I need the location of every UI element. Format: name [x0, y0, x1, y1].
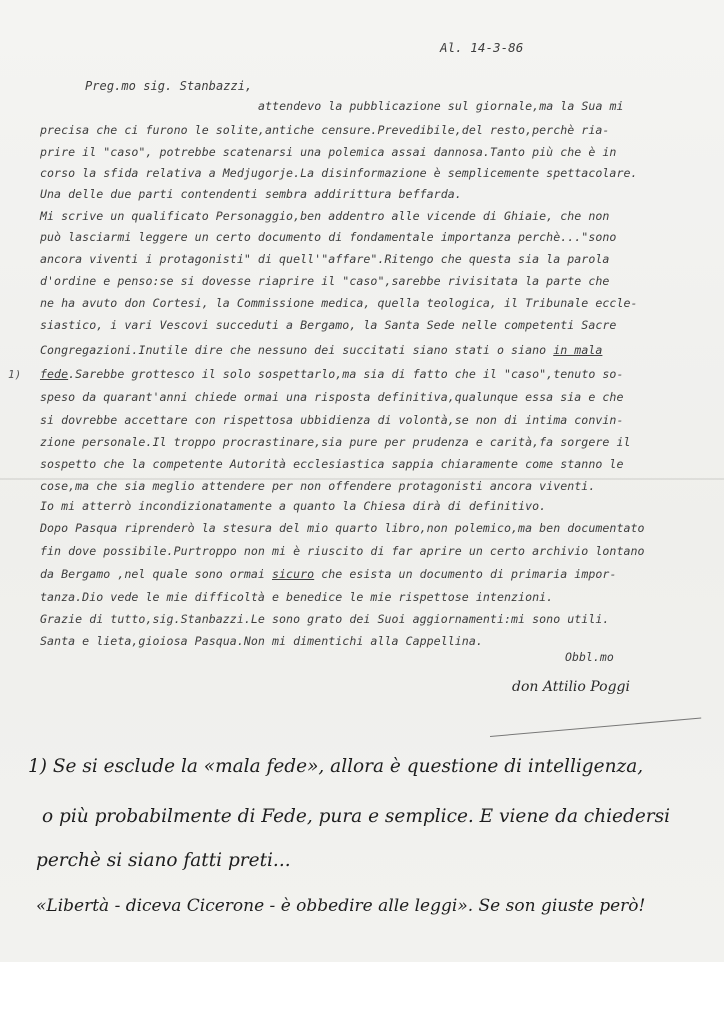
letter-line: ne ha avuto don Cortesi, la Commissione medica, quella teologica, il Tribunale eccle- — [40, 296, 638, 310]
letter-line: zione personale.Il troppo procrastinare,sia pure per prudenza e carità,fa sorgere il — [40, 435, 631, 449]
letter-line: si dovrebbe accettare con rispettosa ubbidienza di volontà,se non di intima convin- — [40, 413, 624, 427]
letter-line: d'ordine e penso:se si dovesse riaprire il "caso",sarebbe rivisitata la parte che — [40, 274, 610, 288]
handwritten-note-line: o più probabilmente di Fede, pura e semplice. E viene da chiedersi — [42, 806, 671, 827]
handwritten-note-line: 1) Se si esclude la «mala fede», allora è questione di intelligenza, — [28, 756, 644, 777]
letter-line: fin dove possibile.Purtroppo non mi è riuscito di far aprire un certo archivio lontano — [40, 544, 645, 558]
letter-line: precisa che ci furono le solite,antiche censure.Prevedibile,del resto,perchè ria- — [40, 123, 610, 137]
letter-line: tanza.Dio vede le mie difficoltà e benedice le mie rispettose intenzioni. — [40, 590, 554, 604]
letter-line: attendevo la pubblicazione sul giornale,ma la Sua mi — [258, 99, 624, 113]
letter-line: fede.Sarebbe grottesco il solo sospettarlo,ma sia di fatto che il "caso",tenuto so- — [40, 367, 624, 381]
letter-salutation: Preg.mo sig. Stanbazzi, — [85, 79, 253, 93]
letter-line: cose,ma che sia meglio attendere per non offendere protagonisti ancora viventi. — [40, 479, 596, 493]
letter-line: Io mi atterrò incondizionatamente a quanto la Chiesa dirà di definitivo. — [40, 499, 547, 513]
signature: don Attilio Poggi — [512, 679, 630, 695]
letter-closing: Obbl.mo — [565, 650, 614, 664]
handwritten-note-line: «Libertà - diceva Cicerone - è obbedire alle leggi». Se son giuste però! — [36, 896, 646, 916]
letter-line: Una delle due parti contendenti sembra addirittura beffarda. — [40, 187, 462, 201]
letter-line: Grazie di tutto,sig.Stanbazzi.Le sono grato dei Suoi aggiornamenti:mi sono utili. — [40, 612, 610, 626]
letter-date: Al. 14-3-86 — [440, 40, 524, 55]
letter-line: speso da quarant'anni chiede ormai una risposta definitiva,qualunque essa sia e che — [40, 390, 624, 404]
letter-line: da Bergamo ,nel quale sono ormai sicuro che esista un documento di primaria impor- — [40, 567, 617, 581]
signature-underline — [490, 718, 701, 737]
letter-line: Dopo Pasqua riprenderò la stesura del mio quarto libro,non polemico,ma ben documentato — [40, 521, 645, 535]
handwritten-note-line: perchè si siano fatti preti... — [36, 850, 291, 871]
letter-line: siastico, i vari Vescovi succeduti a Bergamo, la Santa Sede nelle competenti Sacre — [40, 318, 617, 332]
letter-line: corso la sfida relativa a Medjugorje.La disinformazione è semplicemente spettacolare. — [40, 166, 638, 180]
letter-line: Mi scrive un qualificato Personaggio,ben addentro alle vicende di Ghiaie, che non — [40, 209, 610, 223]
margin-footnote-mark: 1) — [8, 368, 22, 381]
letter-line: può lasciarmi leggere un certo documento di fondamentale importanza perchè..."sono — [40, 230, 617, 244]
letter-line: ancora viventi i protagonisti" di quell'"affare".Ritengo che questa sia la parola — [40, 252, 610, 266]
letter-line: Santa e lieta,gioiosa Pasqua.Non mi dimentichi alla Cappellina. — [40, 634, 483, 648]
letter-line: Congregazioni.Inutile dire che nessuno dei succitati siano stati o siano in mala — [40, 343, 603, 357]
letter-line: sospetto che la competente Autorità ecclesiastica sappia chiaramente come stanno le — [40, 457, 624, 471]
letter-line: prire il "caso", potrebbe scatenarsi una polemica assai dannosa.Tanto più che è in — [40, 145, 617, 159]
